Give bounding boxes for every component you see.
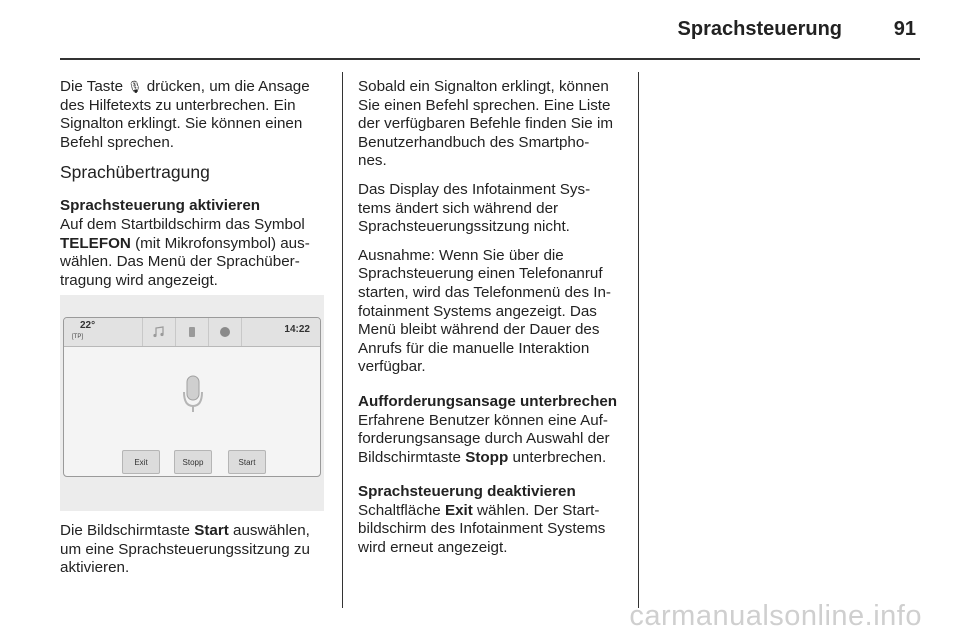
page-number: 91 [893, 18, 916, 40]
column-divider-right [638, 72, 639, 608]
start-paragraph: Die Bildschirmtaste Start auswählen, um eine Sprachsteuerungssitzung zu aktivieren. [60, 522, 310, 577]
infotainment-screen [63, 317, 321, 477]
exit-button[interactable]: Exit [122, 450, 160, 474]
microphone-icon [182, 374, 204, 419]
page-title: Sprachsteuerung [677, 18, 842, 40]
stopp-button[interactable]: Stopp [174, 450, 212, 474]
activate-paragraph: Sprachsteuerung aktivieren Auf dem Startbildschirm das Symbol TELEFON (mit Mikrofonsymbol) aus- wählen. Das Menü der Sprachüber- tragung wird angezeigt. [60, 197, 328, 290]
start-button[interactable]: Start [228, 450, 266, 474]
clock: 14:22 [284, 324, 310, 335]
watermark: carmanualsonline.info [629, 600, 922, 632]
mic-icon: 🎙 [127, 80, 143, 94]
intro-paragraph: Die Taste 🎙 drücken, um die Ansage des Hilfetexts zu unterbrechen. Ein Signalton erklingt. Sie können einen Befehl sprechen. [60, 78, 310, 151]
column-divider-left [342, 72, 343, 608]
middle-column [358, 78, 630, 568]
paragraph-interrupt: Aufforderungsansage unterbrechen Erfahrene Benutzer können eine Auf- forderungsansage durch Auswahl der Bildschirmtaste Stopp unterbrechen. [358, 393, 630, 467]
music-icon [142, 318, 175, 346]
paragraph-exception: Ausnahme: Wenn Sie über die Sprachsteuerung einen Telefonanruf starten, wird das Telefonmenü des In- fotainment Systems angezeigt. Das Menü bleibt während der Dauer des Anrufs für die manuelle Interaktion verfügbar. [358, 246, 611, 376]
subheading-activate: Sprachsteuerung aktivieren [60, 197, 261, 215]
subheading-deactivate: Sprachsteuerung deaktivieren [358, 483, 576, 501]
paragraph-signal: Sobald ein Signalton erklingt, können Sie einen Befehl sprechen. Eine Liste der verfügbaren Befehle finden Sie im Benutzerhandbuch des Smartpho- nes. [358, 78, 613, 170]
section-title: Sprachübertragung [60, 162, 210, 183]
header-rule [60, 58, 920, 60]
screen-status-bar [64, 318, 320, 347]
phone-icon [175, 318, 208, 346]
infotainment-screenshot [60, 295, 324, 511]
left-column-bottom [60, 522, 328, 588]
subheading-interrupt: Aufforderungsansage unterbrechen [358, 392, 618, 410]
nav-icon [208, 318, 241, 346]
left-column [60, 78, 328, 300]
temperature-readout: 22° [80, 320, 96, 331]
paragraph-deactivate: Sprachsteuerung deaktivieren Schaltfläche Exit wählen. Der Start- bildschirm des Infotainment Systems wird erneut angezeigt. [358, 483, 630, 557]
tp-indicator: [TP] [72, 334, 84, 340]
paragraph-display: Das Display des Infotainment Sys- tems ändert sich während der Sprachsteuerungssitzung nicht. [358, 180, 591, 236]
